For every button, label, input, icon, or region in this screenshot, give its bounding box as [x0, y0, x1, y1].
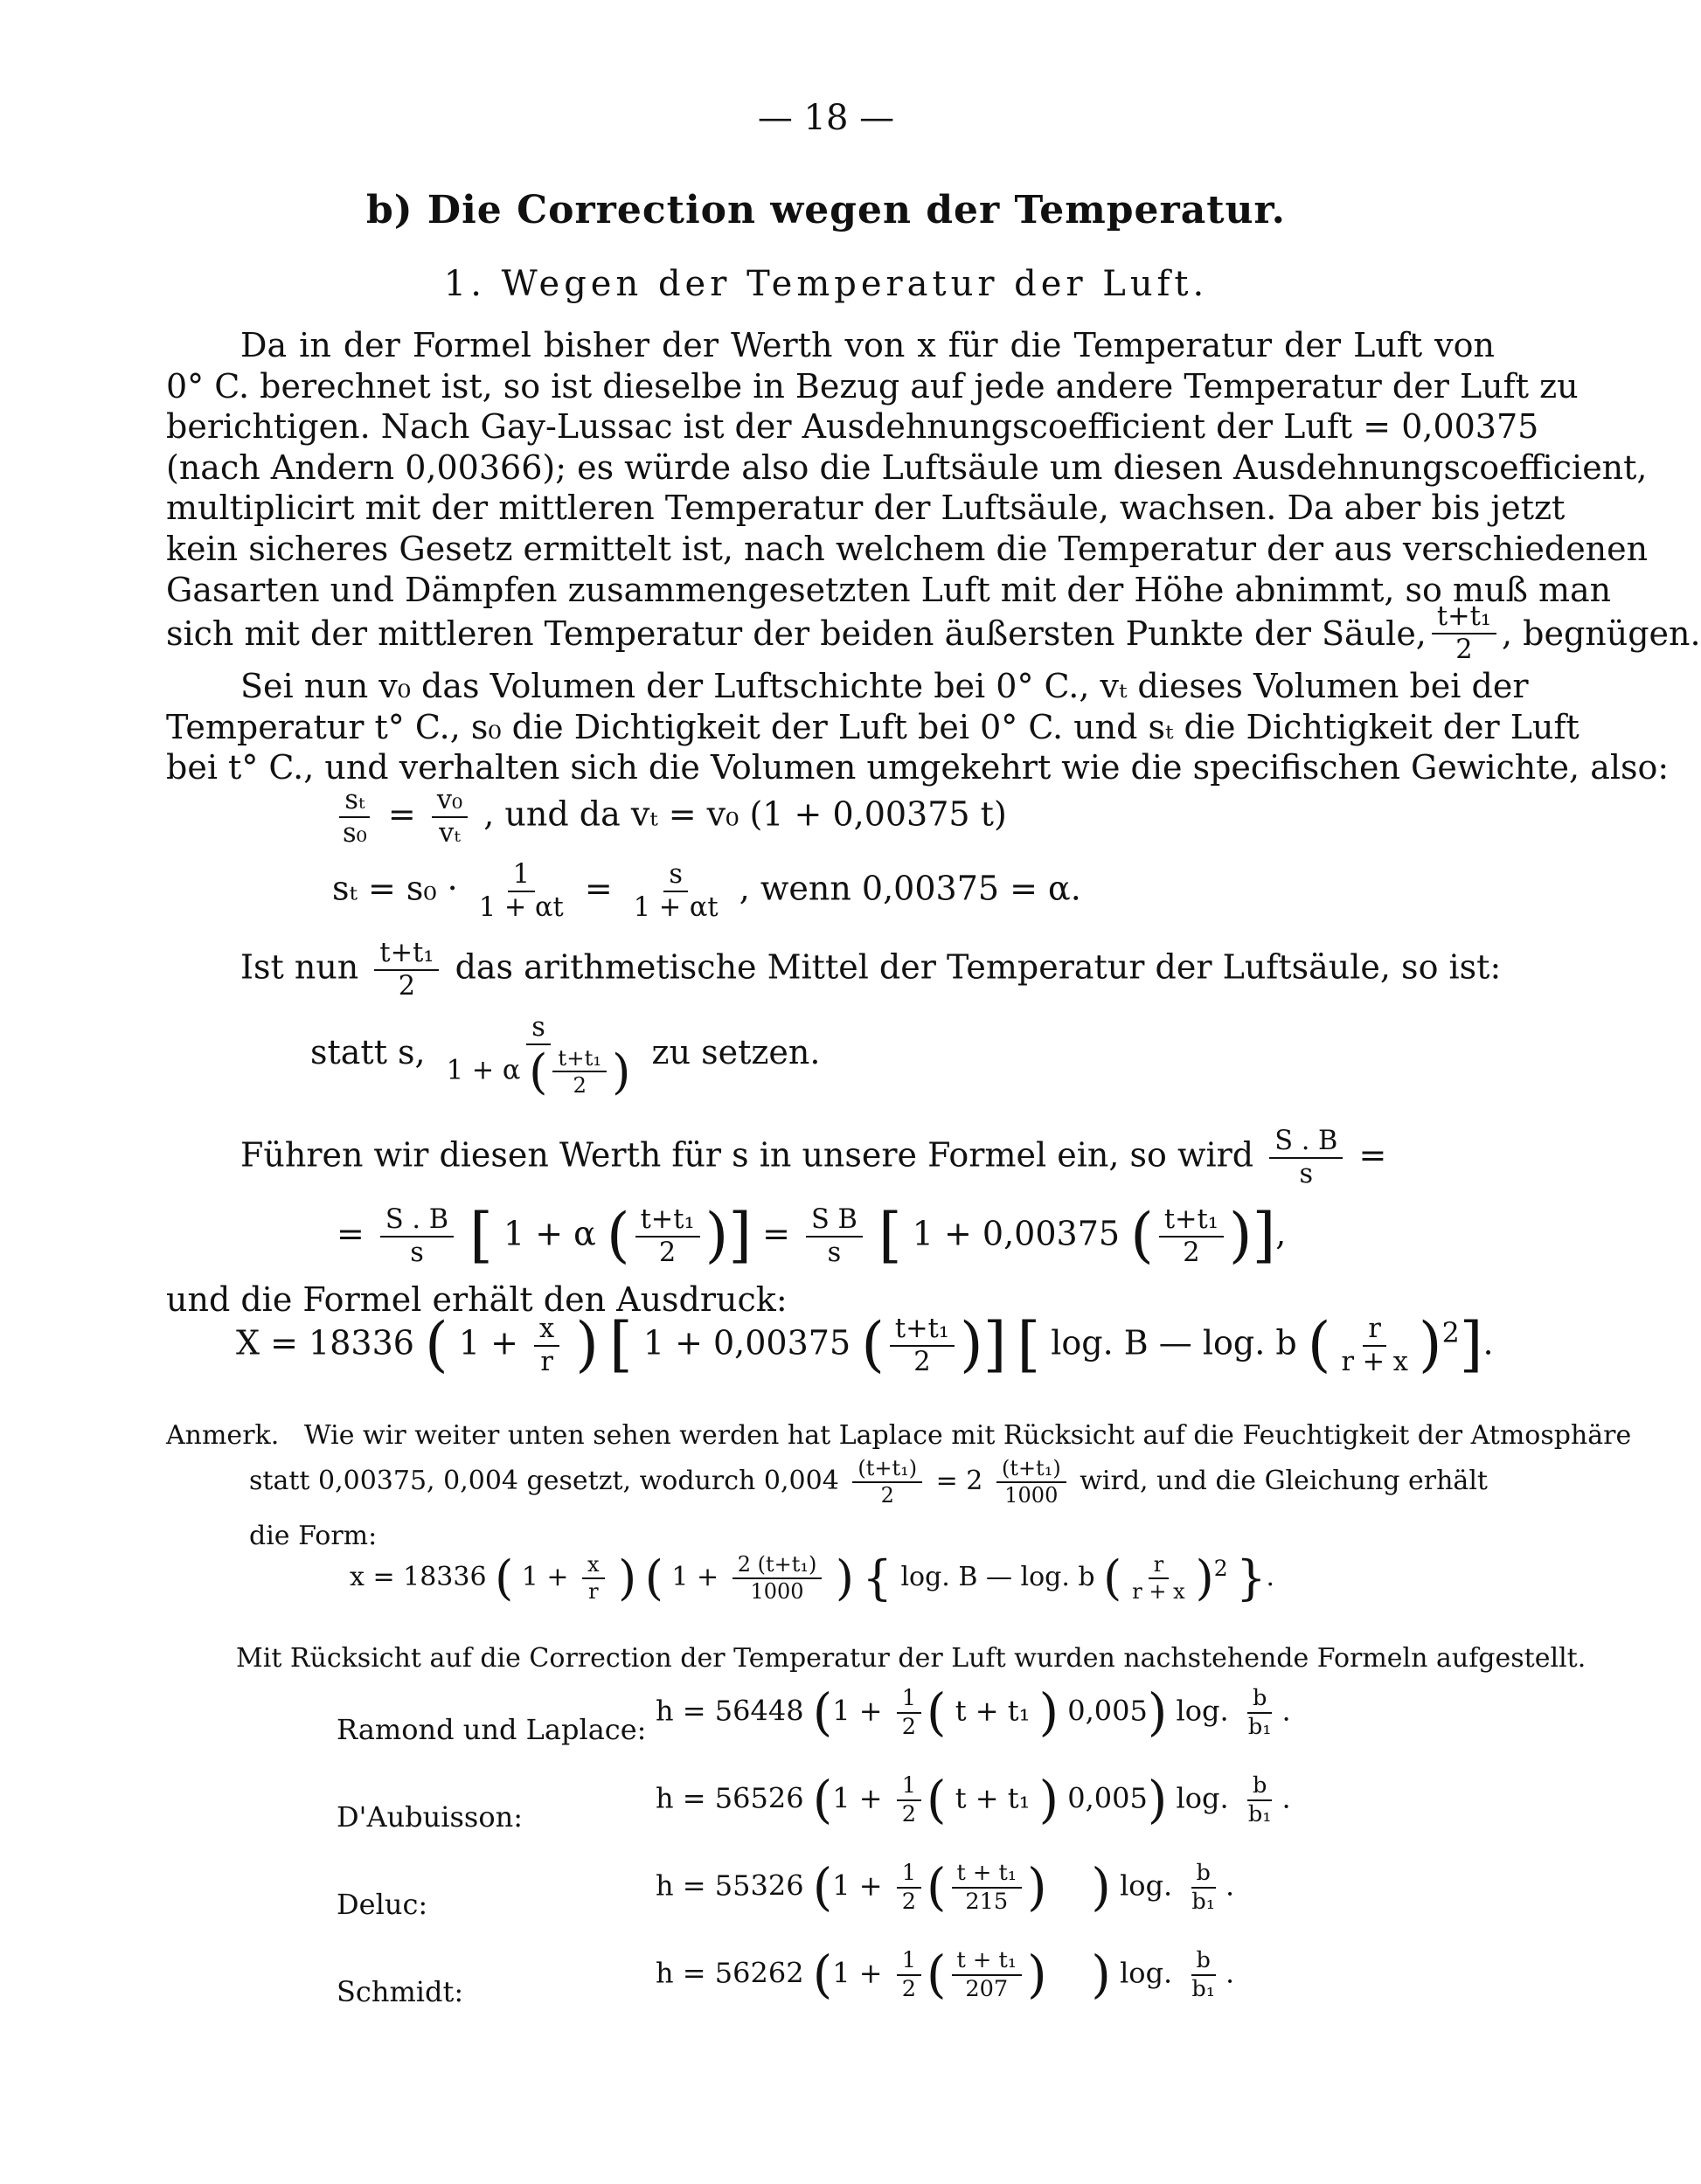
fraction — [374, 939, 439, 1001]
formula-tail: 0,005 — [1067, 1694, 1148, 1728]
paragraph-5: und die Formel erhält den Ausdruck: — [166, 1280, 788, 1319]
expression: 1 + 0,00375 — [912, 1214, 1121, 1253]
text-line: Führen wir diesen Werth für s in unsere Formel ein, so wird — [240, 1135, 1254, 1175]
paren: ) — [618, 1550, 637, 1606]
equation-1 — [332, 787, 1007, 848]
bracket: [ — [1017, 1310, 1041, 1380]
equals-sign: = — [337, 1214, 375, 1253]
equals-sign: = — [387, 794, 416, 834]
text-line: kein sicheres Gesetz ermittelt ist, nach welchem die Temperatur der aus verschiedenen — [166, 529, 1649, 568]
fraction-numerator: v₀ — [432, 787, 468, 818]
formula-h: h = 56526 — [656, 1781, 804, 1815]
paren: ) — [960, 1310, 983, 1380]
formula-tail: 207 — [965, 1975, 1009, 2002]
formula-equation: h = 56448 (1 + $\frac{1}{2}$ ( t + t₁ ) 0,005) log. $\frac{b}{\text{b₁}}$ . — [656, 1683, 1291, 1743]
fraction — [552, 1044, 607, 1099]
fraction-denominator: r — [588, 1579, 599, 1605]
fraction-numerator: t+t₁ — [635, 1206, 700, 1238]
fraction-denominator: 2 — [913, 1346, 931, 1377]
formula-h: h = 56262 — [656, 1956, 804, 1990]
fraction-numerator: r — [1149, 1554, 1169, 1579]
equals-sign: = — [584, 869, 613, 908]
paren: ) — [835, 1550, 854, 1606]
fraction-numerator: t+t₁ — [374, 939, 439, 971]
note-line-3: die Form: — [249, 1521, 378, 1551]
text-line: bei t° C., und verhalten sich die Volumen umgekehrt wie die specifischen Gewichte, also: — [166, 748, 1670, 787]
page-number: — 18 — — [757, 98, 895, 138]
fraction-denominator: 2 — [880, 1483, 894, 1508]
fraction — [635, 1206, 700, 1267]
fraction-denominator: r + x — [1132, 1579, 1185, 1605]
paragraph-2 — [166, 666, 1670, 788]
paren: ( — [425, 1310, 448, 1380]
fraction-numerator: S . B — [380, 1206, 454, 1238]
text-line: zu setzen. — [651, 1032, 821, 1071]
expression: 1 + 0,00375 — [642, 1323, 851, 1362]
bracket: ] — [728, 1201, 753, 1271]
fraction-denominator: 2 — [573, 1072, 587, 1099]
equation-text: , wenn 0,00375 = α. — [739, 869, 1081, 908]
text-line: Temperatur t° C., s₀ die Dichtigkeit der Luft bei 0° C. und sₜ die Dichtigkeit der Luft — [166, 707, 1580, 746]
fraction-numerator: (t+t₁) — [996, 1458, 1066, 1483]
fraction — [1127, 1554, 1190, 1603]
brace: } — [1236, 1550, 1267, 1606]
fraction — [628, 861, 724, 922]
fraction — [732, 1554, 823, 1603]
equals-sign: = — [1358, 1135, 1387, 1175]
note-line-1 — [166, 1420, 1631, 1451]
formula-h: h = 55326 — [656, 1869, 804, 1903]
section-title: b) Die Correction wegen der Temperatur. — [366, 188, 1286, 232]
text-line: Gasarten und Dämpfen zusammengesetzten Luft mit der Höhe abnimmt, so muß man — [166, 570, 1612, 609]
fraction-denominator: 2 — [658, 1237, 677, 1268]
paren: ( — [1103, 1550, 1122, 1606]
substitution-line — [310, 1012, 821, 1100]
fraction — [582, 1554, 605, 1603]
text-line: multiplicirt mit der mittleren Temperatur der Luftsäule, wachsen. Da aber bis jetzt — [166, 489, 1566, 528]
fraction-denominator: r + x — [1341, 1346, 1408, 1377]
fraction-numerator: S . B — [1269, 1127, 1343, 1159]
formula-author: D'Aubuisson: — [337, 1800, 523, 1834]
fraction — [1269, 1127, 1343, 1189]
formula-h: h = 56448 — [656, 1694, 804, 1728]
fraction-denominator: 2 — [1183, 1237, 1200, 1268]
text-line: statt s, — [310, 1032, 426, 1071]
brace: { — [862, 1550, 892, 1606]
paren: ) — [575, 1310, 599, 1380]
fraction-denominator: vₜ — [439, 817, 461, 849]
paren: ( — [606, 1201, 630, 1271]
subsection-title: 1. Wegen der Temperatur der Luft. — [443, 264, 1209, 304]
text-line: Sei nun v₀ das Volumen der Luftschichte bei 0° C., vₜ dieses Volumen bei der — [240, 667, 1529, 705]
bracket: ] — [1252, 1201, 1276, 1271]
expression: = 2 — [935, 1466, 983, 1497]
fraction-denominator: 1000 — [750, 1579, 804, 1605]
fraction-numerator: t+t₁ — [552, 1047, 607, 1073]
fraction-numerator: r — [1363, 1315, 1386, 1347]
note-line-2 — [249, 1458, 1488, 1507]
fraction — [1432, 603, 1496, 664]
text-line: , begnügen. — [1501, 614, 1701, 653]
expression: 1 + — [671, 1562, 719, 1593]
expression: X = 18336 — [236, 1323, 414, 1362]
paren: ( — [1307, 1310, 1331, 1380]
formula-equation: h = 56526 (1 + $\frac{1}{2}$ ( t + t₁ ) 0,005) log. $\frac{b}{\text{b₁}}$ . — [656, 1771, 1291, 1830]
text-line: sich mit der mittleren Temperatur der beiden äußersten Punkte der Säule, — [166, 614, 1427, 653]
text-line: das arithmetische Mittel der Temperatur der Luftsäule, so ist: — [455, 947, 1502, 987]
fraction-numerator: s — [526, 1014, 551, 1045]
fraction-numerator: x — [582, 1554, 605, 1579]
fraction-denominator: s₀ — [343, 817, 367, 849]
fraction-denominator: s — [1299, 1158, 1314, 1189]
formula-equation: h = 55326 (1 + $\frac{1}{2}$ ( $\frac{\text{t + t₁}}{215}$ ) ) log. $\frac{b}{\text{b₁}}$ . — [656, 1858, 1235, 1917]
fraction-numerator: s — [663, 861, 688, 892]
fraction — [996, 1458, 1066, 1507]
fraction — [380, 1206, 454, 1267]
equation-2 — [332, 861, 1081, 922]
fraction-denominator: 1 + αt — [478, 891, 564, 923]
fraction — [852, 1458, 922, 1507]
fraction-numerator: t+t₁ — [1432, 603, 1496, 634]
fraction-numerator: 1 — [508, 861, 535, 892]
fraction-denominator: s — [410, 1237, 424, 1268]
paren: ) — [612, 1043, 631, 1100]
formula-tail: 0,005 — [1067, 1781, 1148, 1815]
text-line: Da in der Formel bisher der Werth von x für die Temperatur der Luft von — [240, 326, 1495, 364]
fraction-denominator: 1 + αt — [633, 891, 719, 923]
expression: 1 + — [521, 1562, 569, 1593]
fraction-denominator — [441, 1043, 636, 1100]
formula-author: Deluc: — [337, 1888, 428, 1921]
expression: 1 + α — [446, 1055, 521, 1086]
text-line: Wie wir weiter unten sehen werden hat Laplace mit Rücksicht auf die Feuchtigkeit der Atmosphäre — [303, 1420, 1632, 1451]
note-formula: x = 18336 ( 1 + $\frac{x}{r}$ ) ( 1 + $\frac{\text{2 (t+t₁)}}{1000}$ ) { log. B — log. b ( $\frac{r}{r + x}$ )$^2$ }. — [350, 1550, 1275, 1606]
main-formula: X = 18336 ( 1 + $\frac{x}{r}$ ) [ 1 + 0,00375 ( $\frac{\text{t+t₁}}{2}$ )] [ log. B — log. b ( $\frac{r}{r + x}$ )$^2$]. — [236, 1310, 1494, 1380]
fraction-denominator: r — [540, 1346, 553, 1377]
fraction-numerator: S B — [806, 1206, 863, 1238]
paren: ( — [1130, 1201, 1154, 1271]
bracket: ] — [982, 1310, 1007, 1380]
note-label: Anmerk. — [166, 1420, 280, 1451]
paragraph-1-last-line — [166, 601, 1701, 665]
fraction-numerator: sₜ — [339, 787, 370, 818]
paren: ( — [644, 1550, 663, 1606]
expression: log. B — log. b — [1051, 1323, 1297, 1362]
expression: 1 + α — [503, 1214, 596, 1253]
paragraph-4 — [240, 1127, 1386, 1189]
formula-tail: 215 — [965, 1888, 1009, 1915]
fraction — [1159, 1206, 1224, 1267]
text-line: wird, und die Gleichung erhält — [1080, 1466, 1488, 1497]
expression: 1 + — [458, 1323, 518, 1362]
text-line: (nach Andern 0,00366); es würde also die Luftsäule um diesen Ausdehnungscoefficient, — [166, 447, 1648, 487]
paren: ) — [1418, 1310, 1442, 1380]
bracket: [ — [469, 1201, 493, 1271]
fraction — [474, 861, 569, 922]
paragraph-3 — [240, 939, 1501, 1001]
paren: ( — [495, 1550, 514, 1606]
formulas-intro: Mit Rücksicht auf die Correction der Temperatur der Luft wurden nachstehende Formeln aufgestellt. — [236, 1643, 1586, 1674]
equation-text: sₜ = s₀ · — [332, 869, 458, 908]
fraction — [890, 1315, 955, 1376]
fraction-numerator: t+t₁ — [890, 1315, 955, 1347]
expression: log. B — log. b — [900, 1562, 1095, 1593]
paren: ) — [705, 1201, 729, 1271]
text-line: statt 0,00375, 0,004 gesetzt, wodurch 0,004 — [249, 1466, 839, 1497]
formula-author: Ramond und Laplace: — [337, 1713, 647, 1746]
bracket: [ — [609, 1310, 633, 1380]
fraction — [441, 1012, 636, 1100]
fraction-denominator: 2 — [1455, 634, 1473, 665]
fraction-numerator: (t+t₁) — [852, 1458, 922, 1483]
fraction-denominator: s — [827, 1237, 842, 1268]
fraction-numerator: t+t₁ — [1159, 1206, 1224, 1238]
fraction — [1336, 1315, 1413, 1376]
paren: ) — [1195, 1550, 1214, 1606]
text-line: Ist nun — [240, 947, 359, 987]
paren: ) — [1228, 1201, 1253, 1271]
bracket: ] — [1459, 1310, 1483, 1380]
equation-text: , und da vₜ = v₀ (1 + 0,00375 t) — [483, 794, 1007, 834]
fraction — [534, 1315, 559, 1376]
text-line: berichtigen. Nach Gay-Lussac ist der Ausdehnungscoefficient der Luft = 0,00375 — [166, 407, 1539, 447]
fraction-denominator: 1000 — [1004, 1483, 1059, 1508]
fraction — [337, 787, 372, 848]
fraction — [806, 1206, 863, 1267]
paren: ( — [529, 1043, 548, 1100]
expression: x = 18336 — [350, 1562, 487, 1593]
fraction-numerator: x — [534, 1315, 559, 1347]
fraction — [432, 787, 468, 848]
paren: ( — [861, 1310, 885, 1380]
fraction-denominator: 2 — [398, 970, 416, 1002]
bracket: [ — [878, 1201, 902, 1271]
formula-equation: h = 56262 (1 + $\frac{1}{2}$ ( $\frac{\text{t + t₁}}{207}$ ) ) log. $\frac{b}{\text{b₁}}$ . — [656, 1945, 1235, 2005]
text-line: 0° C. berechnet ist, so ist dieselbe in Bezug auf jede andere Temperatur der Luft zu — [166, 366, 1579, 406]
equation-4: = $\frac{S . B}{s}$ [ 1 + α ( $\frac{\text{t+t₁}}{2}$ )] = $\frac{\text{S B}}{s}$ [ 1 + 0,00375 ( $\frac{\text{t+t₁}}{2}$ )], — [337, 1201, 1287, 1271]
fraction-numerator: 2 (t+t₁) — [732, 1554, 823, 1579]
formula-author: Schmidt: — [337, 1975, 464, 2008]
paragraph-1 — [166, 325, 1649, 610]
equals-sign: = — [762, 1214, 802, 1253]
